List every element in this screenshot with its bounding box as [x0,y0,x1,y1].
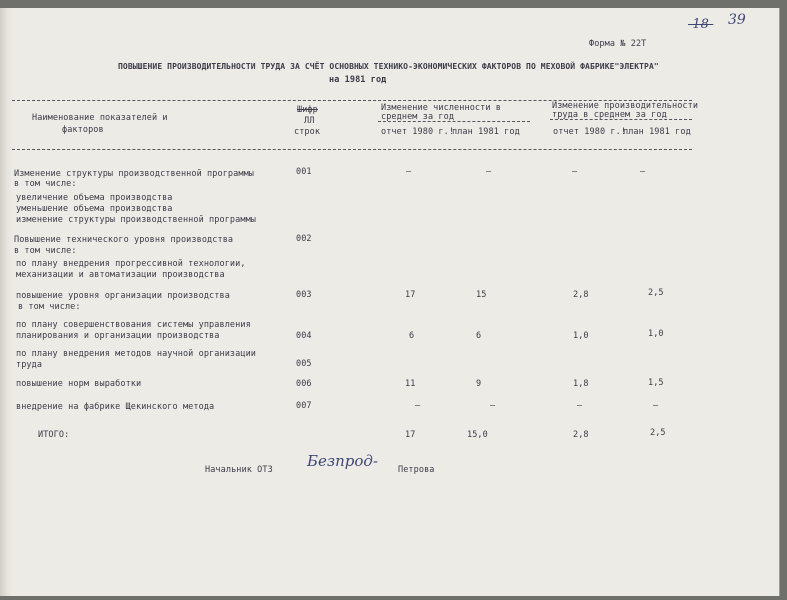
cell-productivity-1980: 1,8 [573,379,589,389]
row-label: в том числе: [14,246,77,256]
document-title: ПОВЫШЕНИЕ ПРОИЗВОДИТЕЛЬНОСТИ ТРУДА ЗА СЧЁТ ОСНОВНЫХ ТЕХНИКО-ЭКОНОМИЧЕСКИХ ФАКТОРОВ ПО МЕХОВОЙ ФАБРИКЕ"ЭЛЕКТРА" [118,62,659,71]
row-code: 007 [296,401,312,411]
row-code: 005 [296,359,312,369]
page-binding-edge [0,8,12,596]
row-label: по плану внедрения методов научной организации [16,349,257,359]
page-number: 39 [728,12,746,28]
header-name-2: факторов [62,125,104,135]
cell-productivity-1980: 1,0 [573,331,589,341]
row-code: 004 [296,331,312,341]
cell-headcount-1981: 6 [476,331,482,341]
cell-productivity-1981: – [653,401,659,411]
header-code-2: ЛЛ [304,116,315,126]
header-code-3: строк [294,127,321,137]
header-productivity-2: труда в среднем за год [552,110,667,120]
row-label: по плану внедрения прогрессивной технологии, [16,259,246,269]
row-label: планирования и организации производства [16,331,220,341]
cell-headcount-1981: – [486,167,492,177]
row-label: Изменение структуры производственной программы [14,169,255,179]
header-report-1980-a: отчет 1980 г.! [381,127,455,137]
row-code: 001 [296,167,312,177]
total-headcount-1981: 15,0 [467,430,488,440]
signature-role: Начальник ОТЗ [205,465,273,475]
cell-headcount-1980: – [406,167,412,177]
cell-productivity-1980: – [572,167,578,177]
row-code: 006 [296,379,312,389]
signature-name: Петрова [398,465,435,475]
total-headcount-1980: 17 [405,430,416,440]
row-label: повышение уровня организации производства [16,291,230,301]
cell-productivity-1980: – [577,401,583,411]
cell-productivity-1981: – [640,167,646,177]
cell-headcount-1980: – [415,401,421,411]
cell-headcount-1981: 15 [476,290,487,300]
header-name-1: Наименование показателей и [32,113,168,123]
page-number-struck: -18- [688,17,714,32]
cell-productivity-1981: 1,5 [648,378,664,388]
row-code: 003 [296,290,312,300]
total-label: ИТОГО: [38,430,70,440]
row-label: изменение структуры производственной программы [16,215,257,225]
row-label: повышение норм выработки [16,379,142,389]
header-headcount-1: Изменение численности в [381,103,502,113]
row-label: труда [16,360,43,370]
header-report-1980-b: отчет 1980 г.! [553,127,627,137]
total-productivity-1981: 2,5 [650,428,666,438]
row-label: Повышение технического уровня производства [14,235,234,245]
header-code-1: Шифр [297,105,318,115]
row-code: 002 [296,234,312,244]
row-label: по плану совершенствования системы управления [16,320,251,330]
header-productivity-1: Изменение производительности [552,101,699,111]
cell-headcount-1980: 11 [405,379,416,389]
document-subtitle: на 1981 год [329,75,387,85]
row-label: увеличение объема производства [16,193,173,203]
cell-headcount-1981: 9 [476,379,482,389]
cell-headcount-1980: 17 [405,290,416,300]
table-header-bottom-rule [12,149,692,150]
form-number: Форма № 22Т [589,39,647,49]
row-label: уменьшение объема производства [16,204,173,214]
handwritten-signature: Безпрод- [307,452,378,470]
cell-productivity-1980: 2,8 [573,290,589,300]
document-page [0,8,780,596]
row-label: в том числе: [14,179,77,189]
cell-headcount-1980: 6 [409,331,415,341]
row-label: внедрение на фабрике Щекинского метода [16,402,215,412]
row-label: механизации и автоматизации производства [16,270,225,280]
cell-headcount-1981: – [490,401,496,411]
header-plan-1981-a: план 1981 год [452,127,520,137]
header-headcount-2: среднем за год [381,112,455,122]
total-productivity-1980: 2,8 [573,430,589,440]
cell-productivity-1981: 1,0 [648,329,664,339]
cell-productivity-1981: 2,5 [648,288,664,298]
header-plan-1981-b: план 1981 год [623,127,691,137]
row-label: в том числе: [18,302,81,312]
